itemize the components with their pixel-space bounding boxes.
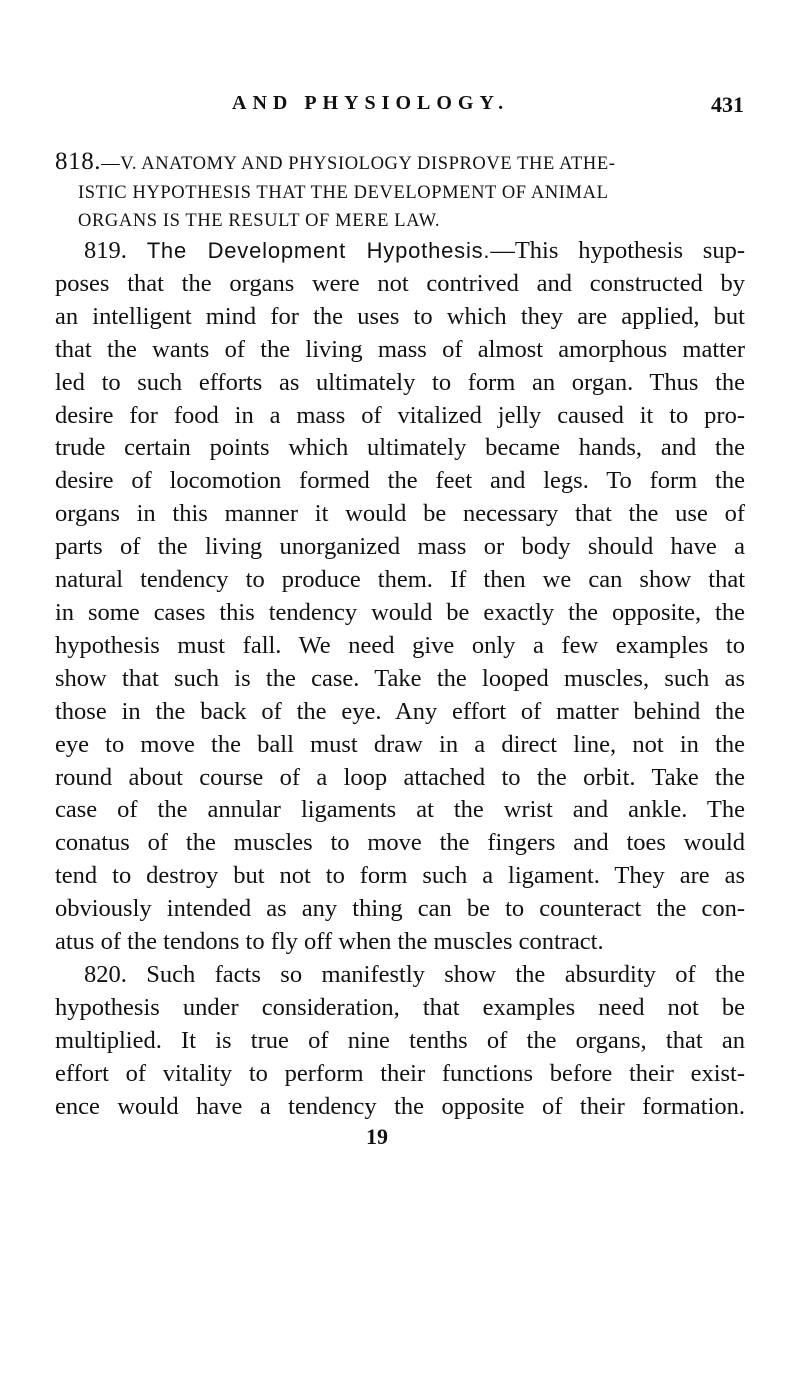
paragraph-819-first-line: [55, 235, 745, 268]
text-line: trude certain points which ultimately became hands, and the: [55, 434, 745, 462]
text-line: that the wants of the living mass of almost amorphous matter: [55, 335, 745, 363]
text-line: case of the annular ligaments at the wrist and ankle. The: [55, 796, 745, 824]
text-line: —This hypothesis sup-: [490, 237, 746, 264]
text-line: desire for food in a mass of vitalized jelly caused it to pro-: [55, 401, 745, 429]
text-line: obviously intended as any thing can be to counteract the con-: [55, 895, 745, 923]
text-line: organs in this manner it would be necessary that the use of: [55, 500, 745, 528]
signature-mark: 19: [366, 1124, 388, 1149]
page-number: 431: [711, 92, 744, 117]
text-line: eye to move the ball must draw in a direct line, not in the: [55, 730, 745, 758]
text-line: show that such is the case. Take the looped muscles, such as: [55, 664, 745, 692]
text-line: desire of locomotion formed the feet and legs. To form the: [55, 467, 745, 495]
text-line: hypothesis must fall. We need give only a few examples to: [55, 631, 745, 659]
text-line: hypothesis under consideration, that examples need not be: [55, 993, 745, 1021]
heading-line: ORGANS IS THE RESULT OF MERE LAW.: [78, 211, 441, 231]
heading-line: ISTIC HYPOTHESIS THAT THE DEVELOPMENT OF ANIMAL: [78, 182, 609, 203]
text-line: 820. Such facts so manifestly show the absurdity of the: [84, 960, 745, 988]
section-number: 818.: [55, 148, 102, 175]
running-head: [232, 92, 744, 120]
section-heading-818: [55, 148, 745, 236]
paragraph-title: The Development Hypothesis.: [146, 238, 491, 263]
text-line: in some cases this tendency would be exactly the opposite, the: [55, 598, 745, 626]
text-line: natural tendency to produce them. If then we can show that: [55, 566, 745, 594]
heading-text: —V. ANATOMY AND PHYSIOLOGY DISPROVE THE ATHE-: [101, 154, 616, 174]
text-line: led to such efforts as ultimately to form an organ. Thus the: [55, 368, 745, 396]
text-line: an intelligent mind for the uses to which they are applied, but: [55, 302, 745, 330]
text-line: atus of the tendons to fly off when the muscles contract.: [55, 928, 604, 956]
paragraph-number: 819.: [84, 237, 127, 264]
text-line: parts of the living unorganized mass or body should have a: [55, 533, 745, 561]
heading-line: [55, 148, 745, 179]
text-line: effort of vitality to perform their functions before their exist-: [55, 1059, 745, 1087]
text-line: those in the back of the eye. Any effort of matter behind the: [55, 697, 745, 725]
body-text: [55, 235, 745, 1123]
running-title: AND PHYSIOLOGY.: [232, 92, 510, 114]
text-line: round about course of a loop attached to the orbit. Take the: [55, 763, 745, 791]
text-line: tend to destroy but not to form such a ligament. They are as: [55, 862, 745, 890]
text-line: multiplied. It is true of nine tenths of the organs, that an: [55, 1026, 745, 1054]
text-line: ence would have a tendency the opposite of their formation.: [55, 1092, 745, 1120]
text-line: conatus of the muscles to move the fingers and toes would: [55, 829, 745, 857]
text-line: poses that the organs were not contrived and constructed by: [55, 269, 745, 297]
